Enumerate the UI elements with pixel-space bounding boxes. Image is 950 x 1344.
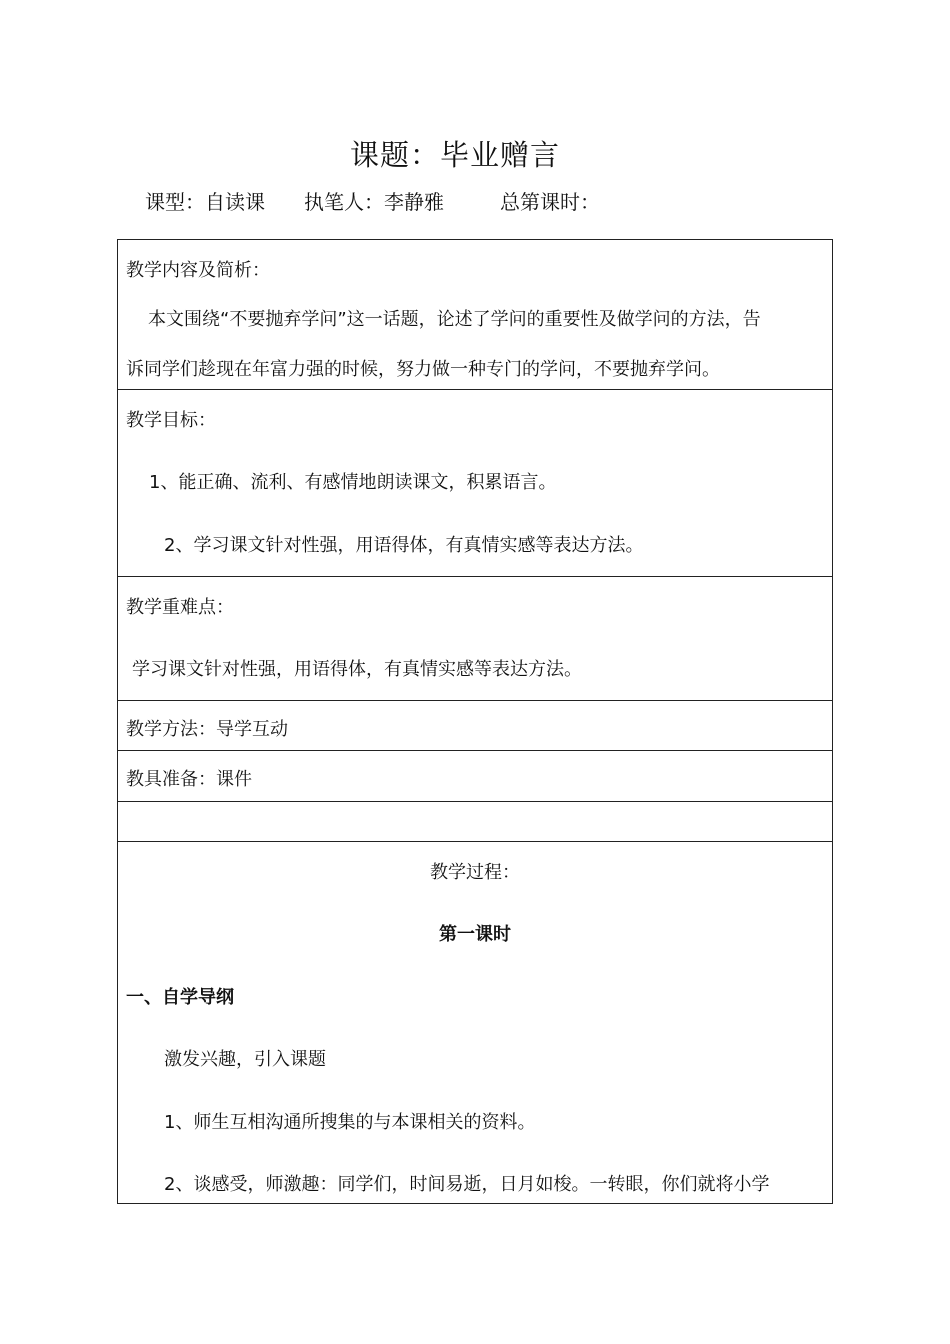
key-points-text: 学习课文针对性强，用语得体，有真情实感等表达方法。 xyxy=(132,659,582,680)
lesson-plan-table xyxy=(117,239,833,1204)
method-text: 教学方法：导学互动 xyxy=(126,719,288,740)
total-lessons: 总第课时： xyxy=(500,190,600,214)
process-label: 教学过程： xyxy=(430,862,520,883)
lesson-period-title: 第一课时 xyxy=(439,924,511,945)
course-type: 课型：自读课 xyxy=(145,190,265,214)
process-step-2: 2、谈感受，师激趣：同学们，时间易逝，日月如梭。一转眼，你们就将小学 xyxy=(164,1174,770,1195)
key-points-cell xyxy=(118,577,832,701)
key-points-label: 教学重难点： xyxy=(126,597,234,618)
section-1-title: 一、自学导纲 xyxy=(126,987,234,1008)
empty-cell xyxy=(118,802,832,842)
process-cell xyxy=(118,842,832,1203)
content-analysis-label: 教学内容及简析： xyxy=(126,260,270,281)
objective-item-1: 1、能正确、流利、有感情地朗读课文，积累语言。 xyxy=(149,472,557,493)
content-analysis-text-1: 本文围绕“不要抛弃学问”这一话题，论述了学问的重要性及做学问的方法，告 xyxy=(148,309,761,330)
objectives-cell xyxy=(118,390,832,577)
content-analysis-text-2: 诉同学们趁现在年富力强的时候，努力做一种专门的学问，不要抛弃学问。 xyxy=(126,359,720,380)
author: 执笔人：李静雅 xyxy=(304,190,444,214)
content-analysis-cell xyxy=(118,240,832,390)
process-step-1: 1、师生互相沟通所搜集的与本课相关的资料。 xyxy=(164,1112,536,1133)
process-intro: 激发兴趣，引入课题 xyxy=(164,1049,326,1070)
lesson-title: 课题：毕业赠言 xyxy=(349,138,560,172)
objective-item-2: 2、学习课文针对性强，用语得体，有真情实感等表达方法。 xyxy=(164,535,644,556)
objectives-label: 教学目标： xyxy=(126,410,216,431)
tools-text: 教具准备：课件 xyxy=(126,769,252,790)
tools-cell xyxy=(118,751,832,802)
method-cell xyxy=(118,701,832,751)
